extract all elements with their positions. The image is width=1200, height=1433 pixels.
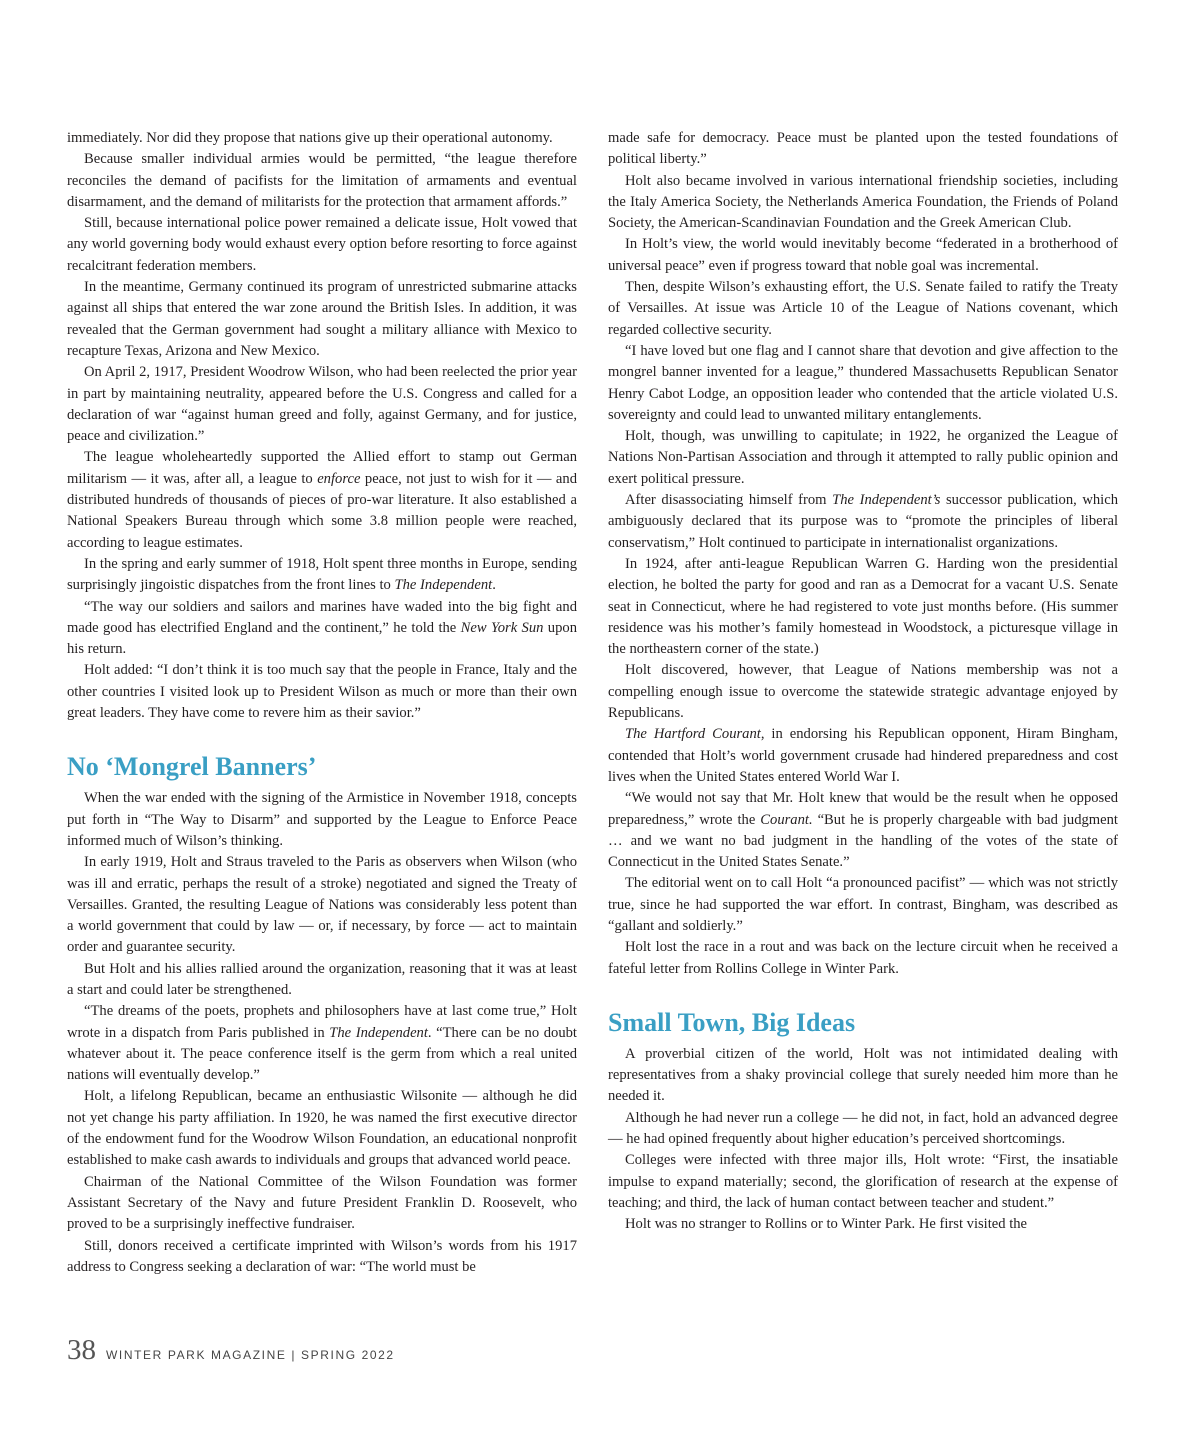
body-paragraph bbox=[67, 597, 577, 661]
body-paragraph: In early 1919, Holt and Straus traveled to the Paris as observers when Wilson (who was ill and erratic, perhaps the result of a stroke) negotiated and signed the Treaty of Versailles. Granted, the resulting League of Nations was considerably less potent than a world government that could by law — or, if necessary, by force — act to maintain order and guarantee security. bbox=[67, 854, 577, 956]
text-run: peace, not just to wish for it — and distributed hundreds of thousands of pieces of pro-war literature. It also established a National Speakers Bureau through which some 3.8 million people were reached, according to league estimates. bbox=[67, 470, 578, 551]
body-paragraph: “I have loved but one flag and I cannot share that devotion and give affection to the mongrel banner invented for a league,” thundered Massachusetts Republican Senator Henry Cabot Lodge, an opposition leader who contended that the article violated U.S. sovereignty and could lead to unwanted military entanglements. bbox=[608, 342, 1118, 423]
text-run: The league wholeheartedly supported the Allied effort to stamp out German militarism — it was, after all, a league to bbox=[67, 449, 577, 487]
body-paragraph: A proverbial citizen of the world, Holt was not intimidated dealing with representatives from a shaky provincial college that surely needed him more than he needed it. bbox=[608, 1045, 1118, 1105]
italic-text: New York Sun bbox=[460, 619, 544, 636]
body-paragraph: But Holt and his allies rallied around the organization, reasoning that it was at least a start and could later be strengthened. bbox=[67, 960, 577, 998]
text-run: In the spring and early summer of 1918, Holt spent three months in Europe, sending surprisingly jingoistic dispatches from the front lines to bbox=[67, 555, 577, 594]
body-paragraph: When the war ended with the signing of the Armistice in November 1918, concepts put forth in “The Way to Disarm” and supported by the League to Enforce Peace informed much of Wilson’s thinking. bbox=[67, 790, 577, 849]
body-paragraph: immediately. Nor did they propose that nations give up their operational autonomy. bbox=[67, 130, 553, 146]
italic-text: The Independent’s bbox=[832, 492, 941, 509]
text-run: “The dreams of the poets, prophets and philosophers have at last come true,” Holt wrote in a dispatch from Paris published in bbox=[67, 1003, 577, 1041]
body-paragraph: Holt lost the race in a rout and was back on the lecture circuit when he received a fateful letter from Rollins College in Winter Park. bbox=[608, 939, 1118, 977]
body-paragraph: Holt, though, was unwilling to capitulate; in 1922, he organized the League of Nations Non-Partisan Association and through it attempted to rally public opinion and exert political pressure. bbox=[608, 428, 1118, 487]
body-paragraph: made safe for democracy. Peace must be planted upon the tested foundations of political liberty.” bbox=[608, 130, 1118, 168]
page-footer bbox=[67, 1334, 395, 1367]
body-paragraph: Although he had never run a college — he did not, in fact, hold an advanced degree — he had opined frequently about higher education’s perceived shortcomings. bbox=[608, 1109, 1118, 1148]
body-paragraph: In Holt’s view, the world would inevitably become “federated in a brotherhood of universal peace” even if progress toward that noble goal was incremental. bbox=[608, 236, 1118, 274]
body-paragraph: Holt added: “I don’t think it is too much say that the people in France, Italy and the other countries I visited look up to President Wilson as much or more than their own great leaders. They have come to revere him as their savior.” bbox=[67, 662, 577, 722]
text-run: upon his return. bbox=[67, 619, 577, 658]
text-run: After disassociating himself from bbox=[625, 492, 833, 509]
section-heading: No ‘Mongrel Banners’ bbox=[67, 752, 317, 782]
body-paragraph bbox=[67, 1001, 577, 1086]
section-heading: Small Town, Big Ideas bbox=[608, 1007, 856, 1037]
magazine-issue-label: WINTER PARK MAGAZINE | SPRING 2022 bbox=[106, 1348, 395, 1362]
body-paragraph: Chairman of the National Committee of the Wilson Foundation was former Assistant Secretary of the Navy and future President Franklin D. Roosevelt, who proved to be a surprisingly ineffective fundraiser. bbox=[67, 1173, 577, 1233]
body-paragraph: Holt discovered, however, that League of Nations membership was not a compelling enough issue to overcome the statewide strategic advantage enjoyed by Republicans. bbox=[608, 662, 1118, 722]
body-paragraph bbox=[67, 554, 577, 597]
body-paragraph: Holt, a lifelong Republican, became an enthusiastic Wilsonite — although he did not yet change his party affiliation. In 1920, he was named the first executive director of the endowment fund for the Woodrow Wilson Foundation, an educational nonprofit established to make cash awards to individuals and groups that advanced world peace. bbox=[67, 1088, 577, 1169]
body-paragraph: Still, donors received a certificate imprinted with Wilson’s words from his 1917 address to Congress seeking a declaration of war: “The world must be bbox=[67, 1237, 577, 1275]
body-paragraph bbox=[608, 724, 1118, 788]
body-paragraph: In the meantime, Germany continued its program of unrestricted submarine attacks against all ships that entered the war zone around the British Isles. In addition, it was revealed that the German government had sought a military alliance with Mexico to recapture Texas, Arizona and New Mexico. bbox=[67, 279, 577, 359]
text-run: “But he is properly chargeable with bad judgment … and we want no bad judgment in the handling of the votes of the state of Connecticut in the United States Senate.” bbox=[608, 811, 1118, 871]
body-paragraph: On April 2, 1917, President Woodrow Wilson, who had been reelected the prior year in part by maintaining neutrality, appeared before the U.S. Congress and called for a declaration of war “against human greed and folly, against Germany, and for justice, peace and civilization.” bbox=[67, 364, 577, 445]
italic-text: The Independent bbox=[394, 577, 493, 594]
body-paragraph: Then, despite Wilson’s exhausting effort, the U.S. Senate failed to ratify the Treaty of Versailles. At issue was Article 10 of the League of Nations covenant, which regarded collective security. bbox=[608, 279, 1118, 338]
body-paragraph: In 1924, after anti-league Republican Warren G. Harding won the presidential election, he bolted the party for good and ran as a Democrat for a vacant U.S. Senate seat in Connecticut, where he had registered to vote just months before. (His summer residence was his mother’s family homestead in Woodstock, a picturesque village in the northeastern corner of the state.) bbox=[608, 555, 1118, 658]
body-paragraph: Colleges were infected with three major ills, Holt wrote: “First, the insatiable impulse to expand materially; second, the glorification of research at the expense of teaching; and third, the lack of human contact between teacher and student.” bbox=[608, 1152, 1118, 1211]
text-run: . bbox=[492, 577, 496, 594]
body-paragraph: Holt was no stranger to Rollins or to Winter Park. He first visited the bbox=[625, 1216, 1028, 1233]
italic-text: The Hartford Courant bbox=[625, 726, 761, 743]
italic-text: enforce bbox=[317, 470, 361, 487]
text-run: “We would not say that Mr. Holt knew that would be the result when he opposed preparedness,” wrote the bbox=[608, 790, 1118, 828]
italic-text: The Independent bbox=[329, 1024, 428, 1041]
body-paragraph: Holt also became involved in various international friendship societies, including the Italy America Society, the Netherlands America Foundation, the Friends of Poland Society, the American-Scandinavian Foundation and the Greek American Club. bbox=[608, 172, 1118, 232]
body-paragraph: Still, because international police power remained a delicate issue, Holt vowed that any world governing body would exhaust every option before resorting to force against recalcitrant federation members. bbox=[67, 215, 577, 274]
text-run: . “There can be no doubt whatever about it. The peace conference itself is the germ from which a real united nations will eventually develop.” bbox=[67, 1024, 577, 1084]
body-paragraph bbox=[608, 788, 1118, 873]
italic-text: Courant. bbox=[760, 811, 813, 828]
text-run: successor publication, which ambiguously declared that its purpose was to “promote the principles of liberal conservatism,” Holt continued to participate in internationalist organizations. bbox=[608, 492, 1119, 551]
body-paragraph: The editorial went on to call Holt “a pronounced pacifist” — which was not strictly true, since he had supported the war effort. In contrast, Bingham, was described as “gallant and soldierly.” bbox=[608, 875, 1118, 934]
body-paragraph bbox=[608, 490, 1118, 554]
left-column bbox=[67, 128, 577, 1278]
body-paragraph: Because smaller individual armies would be permitted, “the league therefore reconciles the demand of pacifists for the limitation of armaments and eventual disarmament, and the demand of militarists for the protection that armament affords.” bbox=[67, 151, 577, 210]
body-paragraph bbox=[67, 447, 577, 553]
right-column bbox=[608, 128, 1118, 1236]
page-number: 38 bbox=[67, 1334, 96, 1366]
text-run: , in endorsing his Republican opponent, Hiram Bingham, contended that Holt’s world government crusade had hindered preparedness and cost lives when the United States entered World War I. bbox=[608, 726, 1118, 785]
text-run: “The way our soldiers and sailors and marines have waded into the big fight and made good has electrified England and the continent,” he told the bbox=[67, 598, 577, 636]
